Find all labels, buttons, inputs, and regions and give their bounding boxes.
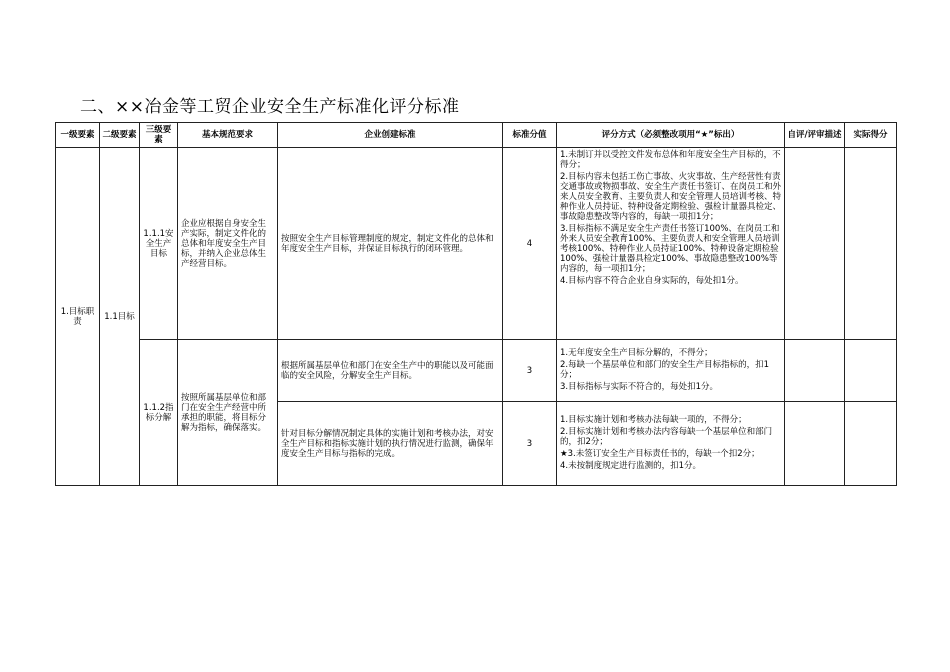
scoring-item: 2.目标实施计划和考核办法内容每缺一个基层单位和部门的，扣2分；: [560, 426, 773, 447]
header-scoring-method: 评分方式（必须整改项用“★”标出）: [557, 123, 785, 148]
scoring-cell: [557, 402, 785, 486]
header-level3: 三级要素: [140, 123, 178, 148]
actual-score-cell: [845, 340, 897, 402]
scoring-item: 1.无年度安全生产目标分解的，不得分；: [560, 347, 713, 358]
scoring-cell: [557, 340, 785, 402]
level1-cell: 1.目标职责: [56, 148, 100, 486]
actual-score-cell: [845, 148, 897, 340]
requirement-cell: 企业应根据自身安全生产实际，制定文件化的总体和年度安全生产目标，并纳入企业总体生产经营目标。: [178, 148, 278, 340]
level2-cell: 1.1目标: [100, 148, 140, 486]
scoring-item: 1.目标实施计划和考核办法每缺一项的，不得分；: [560, 414, 747, 425]
standard-cell: 针对目标分解情况制定具体的实施计划和考核办法，对安全生产目标和指标实施计划的执行情况进行监测，确保年度安全生产目标与指标的完成。: [278, 402, 503, 486]
level3-cell: 1.1.1安全生产目标: [140, 148, 178, 340]
header-review: 自评/评审描述: [785, 123, 845, 148]
scoring-item: 3.目标指标与实际不符合的，每处扣1分。: [560, 381, 719, 392]
actual-score-cell: [845, 402, 897, 486]
scoring-item: 1.未制订并以受控文件发布总体和年度安全生产目标的，不得分；: [560, 150, 781, 170]
level3-cell: 1.1.2指标分解: [140, 340, 178, 486]
review-cell: [785, 148, 845, 340]
header-score: 标准分值: [503, 123, 557, 148]
scoring-cell: [557, 148, 785, 340]
scoring-item: ★3.未签订安全生产目标责任书的，每缺一个扣2分；: [560, 448, 760, 459]
score-cell: 4: [503, 148, 557, 340]
page-title: 二、××冶金等工贸企业安全生产标准化评分标准: [80, 97, 460, 117]
header-level2: 二级要素: [100, 123, 140, 148]
standard-cell: 按照安全生产目标管理制度的规定，制定文件化的总体和年度安全生产目标，并保证目标执行的闭环管理。: [278, 148, 503, 340]
standard-cell: 根据所属基层单位和部门在安全生产中的职能以及可能面临的安全风险，分解安全生产目标。: [278, 340, 503, 402]
scoring-item: 3.目标指标不满足安全生产责任书签订100%、在岗员工和外来人员安全教育100%、主要负责人和安全管理人员培训考核100%、特种作业人员持证100%、特种设备定期检验100%、强检计量器具检定100%、事故隐患整改100%等内容的，每一项扣1分；: [560, 224, 780, 274]
review-cell: [785, 402, 845, 486]
scoring-standard-table: [55, 122, 897, 486]
table-row: [56, 340, 897, 402]
scoring-item: 2.目标内容未包括工伤亡事故、火灾事故、生产经营性有责交通事故或物损事故、安全生产责任书签订、在岗员工和外来人员安全教育、主要负责人和安全管理人员培训考核、特种作业人员持证、特种设备定期检验、强检计量器具检定、事故隐患整改等内容的，每缺一项扣1分；: [560, 172, 782, 222]
header-row: [56, 123, 897, 148]
header-requirement: 基本规范要求: [178, 123, 278, 148]
scoring-item: 4.目标内容不符合企业自身实际的，每处扣1分。: [560, 276, 744, 286]
header-actual-score: 实际得分: [845, 123, 897, 148]
scoring-item: 2.每缺一个基层单位和部门的安全生产目标指标的，扣1分；: [560, 359, 770, 380]
score-cell: 3: [503, 340, 557, 402]
score-cell: 3: [503, 402, 557, 486]
requirement-cell: 按照所属基层单位和部门在安全生产经营中所承担的职能，将目标分解为指标，确保落实。: [178, 340, 278, 486]
review-cell: [785, 340, 845, 402]
scoring-item: 4.未按制度规定进行监测的，扣1分。: [560, 460, 702, 471]
table-row: [56, 148, 897, 340]
header-standard: 企业创建标准: [278, 123, 503, 148]
header-level1: 一级要素: [56, 123, 100, 148]
